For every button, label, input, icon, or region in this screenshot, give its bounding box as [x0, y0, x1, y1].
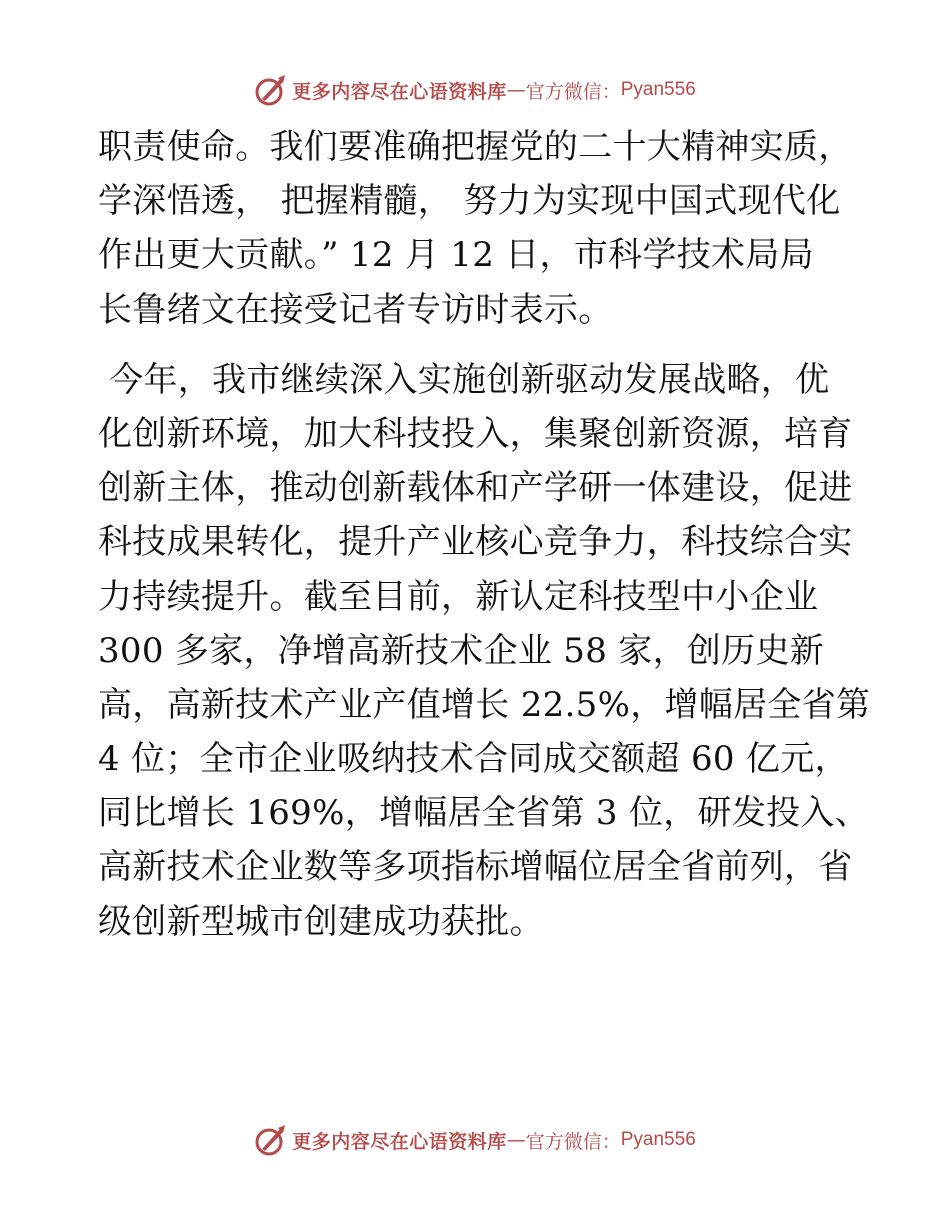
text-line: 同比增长 169%，增幅居全省第 3 位，研发投入、 [98, 793, 870, 834]
watermark-separator: — [506, 1129, 526, 1151]
text-line: 高，高新技术产业产值增长 22.5%，增幅居全省第 [98, 684, 871, 725]
watermark-wechat-label: 官方微信： [525, 80, 621, 103]
text-line: 高新技术企业数等多项指标增幅位居全省前列，省 [98, 847, 853, 888]
text-line: 科技成果转化，提升产业核心竞争力，科技综合实 [98, 522, 853, 563]
watermark-main-text: 更多内容尽在心语资料库 [292, 1130, 507, 1153]
text-line: 职责使命。我们要准确把握党的二十大精神实质， [98, 127, 853, 167]
text-line: 力持续提升。截至目前，新认定科技型中小企业 [98, 576, 819, 617]
watermark-separator: — [506, 79, 526, 101]
footer-watermark [0, 1120, 950, 1160]
document-body [98, 120, 871, 949]
text-line: 300 多家，净增高新技术企业 58 家，创历史新 [98, 630, 825, 671]
watermark-wechat-id: Pyan556 [620, 79, 696, 100]
text-line: 级创新型城市创建成功获批。 [98, 901, 544, 942]
watermark-main-text: 更多内容尽在心语资料库 [292, 80, 507, 103]
watermark-wechat-label: 官方微信： [525, 1130, 621, 1153]
quill-logo-icon [254, 1123, 288, 1157]
text-line: 学深悟透， 把握精髓， 努力为实现中国式现代化 [98, 181, 841, 222]
text-line: 作出更大贡献。” 12 月 12 日，市科学技术局局 [98, 235, 814, 276]
paragraph-1 [98, 120, 853, 337]
paragraph-2 [98, 353, 871, 949]
watermark-wechat-id: Pyan556 [620, 1129, 696, 1150]
text-line: 4 位；全市企业吸纳技术合同成交额超 60 亿元， [98, 739, 849, 780]
paragraph-gap [98, 337, 848, 353]
text-line: 创新主体，推动创新载体和产学研一体建设，促进 [98, 468, 853, 509]
text-line: 化创新环境，加大科技投入，集聚创新资源，培育 [98, 413, 853, 454]
text-line: 长鲁绪文在接受记者专访时表示。 [98, 289, 613, 330]
quill-logo-icon [254, 73, 288, 107]
text-line: 今年，我市继续深入实施创新驱动发展战略，优 [98, 359, 830, 400]
header-watermark [0, 70, 950, 110]
